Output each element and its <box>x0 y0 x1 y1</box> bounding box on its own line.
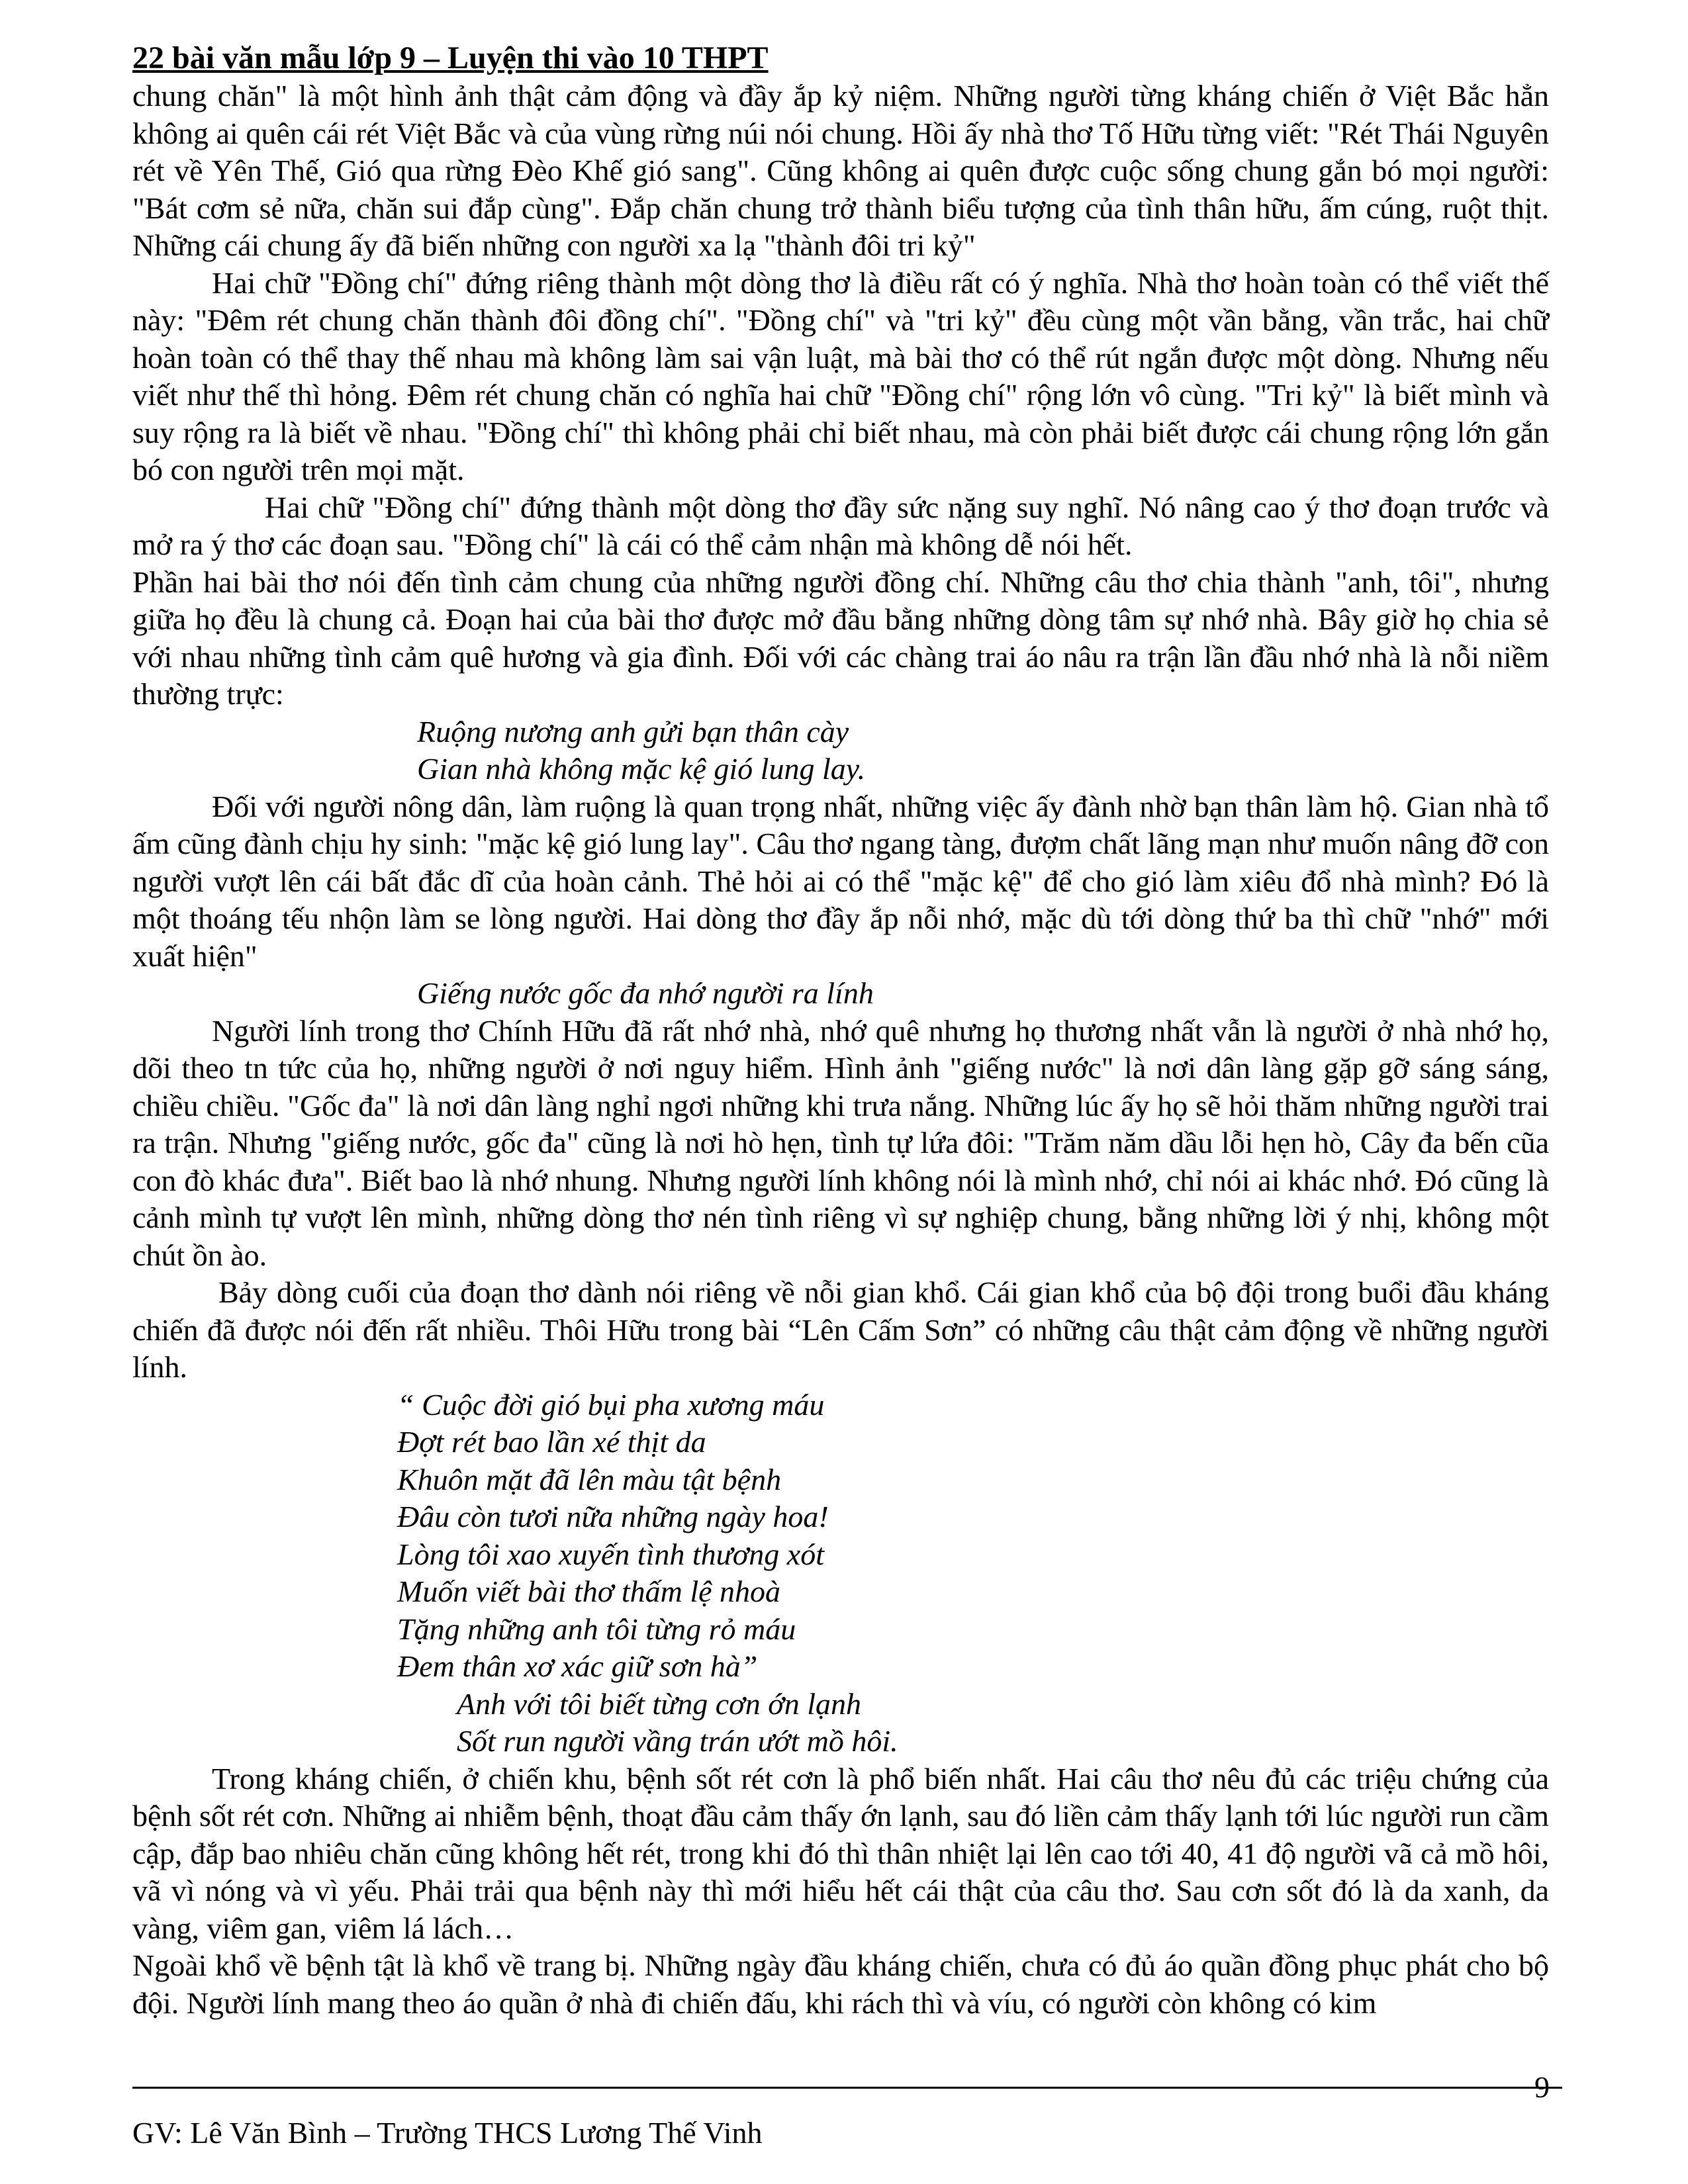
page-number: 9 <box>1534 2070 1550 2104</box>
verse-line: Đem thân xơ xác giữ sơn hà” <box>397 1649 758 1683</box>
verse-line: Đợt rét bao lần xé thịt da <box>397 1425 706 1459</box>
verse-line: Ruộng nương anh gửi bạn thân cày <box>417 714 849 749</box>
verse-line: Sốt run người vầng trán ướt mồ hôi. <box>457 1724 898 1758</box>
verse-line: Giếng nước gốc đa nhớ người ra lính <box>417 976 874 1010</box>
footer-divider <box>132 2087 1562 2089</box>
footer-author: GV: Lê Văn Bình – Trường THCS Lương Thế Vinh <box>132 2116 763 2150</box>
document-body <box>132 77 1549 2022</box>
paragraph-7: Bảy dòng cuối của đoạn thơ dành nói riêng về nỗi gian khổ. Cái gian khổ của bộ đội trong buổi đầu kháng chiến đã được nói đến rất nhiều. Thôi Hữu trong bài “Lên Cấm Sơn” có những câu thật cảm động về những người lính. <box>132 1275 1549 1384</box>
verse-line: Khuôn mặt đã lên màu tật bệnh <box>397 1462 782 1496</box>
verse-line: “ Cuộc đời gió bụi pha xương máu <box>397 1387 825 1422</box>
paragraph-1: chung chăn" là một hình ảnh thật cảm động và đầy ắp kỷ niệm. Những người từng kháng chiến ở Việt Bắc hẳn không ai quên cái rét Việt Bắc và của vùng rừng núi nói chung. Hồi ấy nhà thơ Tố Hữu từng viết: "Rét Thái Nguyên rét về Yên Thế, Gió qua rừng Đèo Khế gió sang". Cũng không ai quên được cuộc sống chung gắn bó mọi người: "Bát cơm sẻ nữa, chăn sui đắp cùng". Đắp chăn chung trở thành biểu tượng của tình thân hữu, ấm cúng, ruột thịt. Những cái chung ấy đã biến những con người xa lạ "thành đôi tri kỷ" <box>132 79 1549 262</box>
verse-line: Lòng tôi xao xuyến tình thương xót <box>397 1537 824 1571</box>
verse-line: Muốn viết bài thơ thấm lệ nhoà <box>397 1574 781 1608</box>
verse-line: Đâu còn tươi nữa những ngày hoa! <box>397 1500 829 1533</box>
paragraph-6: Người lính trong thơ Chính Hữu đã rất nhớ nhà, nhớ quê nhưng họ thương nhất vẫn là người ở nhà nhớ họ, dõi theo tn tức của họ, những người ở nơi nguy hiểm. Hình ảnh "giếng nước" là nơi dân làng gặp gỡ sáng sáng, chiều chiều. "Gốc đa" là nơi dân làng nghỉ ngơi những khi trưa nắng. Những lúc ấy họ sẽ hỏi thăm những người trai ra trận. Nhưng "giếng nước, gốc đa" cũng là nơi hò hẹn, tình tự lứa đôi: "Trăm năm dầu lỗi hẹn hò, Cây đa bến cũa con đò khác đưa". Biết bao là nhớ nhung. Nhưng người lính không nói là mình nhớ, chỉ nói ai khác nhớ. Đó cũng là cảnh mình tự vượt lên mình, những dòng thơ nén tình riêng vì sự nghiệp chung, bằng những lời ý nhị, không một chút ồn ào. <box>132 1013 1549 1272</box>
verse-line: Anh với tôi biết từng cơn ớn lạnh <box>457 1686 862 1721</box>
paragraph-3: Hai chữ "Đồng chí" đứng thành một dòng thơ đầy sức nặng suy nghĩ. Nó nâng cao ý thơ đoạn trước và mở ra ý thơ các đoạn sau. "Đồng chí" là cái có thể cảm nhận mà không dễ nói hết. <box>132 490 1549 561</box>
verse-line: Gian nhà không mặc kệ gió lung lay. <box>417 752 866 786</box>
paragraph-8: Trong kháng chiến, ở chiến khu, bệnh sốt rét cơn là phổ biến nhất. Hai câu thơ nêu đủ các triệu chứng của bệnh sốt rét cơn. Những ai nhiễm bệnh, thoạt đầu cảm thấy ớn lạnh, sau đó liền cảm thấy lạnh tới lúc người run cầm cập, đắp bao nhiêu chăn cũng không hết rét, trong khi đó thì thân nhiệt lại lên cao tới 40, 41 độ người vã cả mồ hôi, vã vì nóng và vì yếu. Phải trải qua bệnh này thì mới hiểu hết cái thật của câu thơ. Sau cơn sốt đó là da xanh, da vàng, viêm gan, viêm lá lách… <box>132 1761 1549 1945</box>
paragraph-4: Phần hai bài thơ nói đến tình cảm chung của những người đồng chí. Những câu thơ chia thành "anh, tôi", nhưng giữa họ đều là chung cả. Đoạn hai của bài thơ được mở đầu bằng những dòng tâm sự nhớ nhà. Bây giờ họ chia sẻ với nhau những tình cảm quê hương và gia đình. Đối với các chàng trai áo nâu ra trận lần đầu nhớ nhà là nỗi niềm thường trực: <box>132 565 1549 711</box>
page-header-title: 22 bài văn mẫu lớp 9 – Luyện thi vào 10 THPT <box>132 40 769 75</box>
paragraph-2: Hai chữ "Đồng chí" đứng riêng thành một dòng thơ là điều rất có ý nghĩa. Nhà thơ hoàn toàn có thể viết thế này: "Đêm rét chung chăn thành đôi đồng chí". "Đồng chí" và "tri kỷ" đều cùng một vần bằng, vần trắc, hai chữ hoàn toàn có thể thay thế nhau mà không làm sai vận luật, mà bài thơ có thể rút ngắn được một dòng. Nhưng nếu viết như thế thì hỏng. Đêm rét chung chăn có nghĩa hai chữ "Đồng chí" rộng lớn vô cùng. "Tri kỷ" là biết mình và suy rộng ra là biết về nhau. "Đồng chí" thì không phải chỉ biết nhau, mà còn phải biết được cái chung rộng lớn gắn bó con người trên mọi mặt. <box>132 265 1549 486</box>
verse-line: Tặng những anh tôi từng rỏ máu <box>397 1612 796 1646</box>
paragraph-5: Đối với người nông dân, làm ruộng là quan trọng nhất, những việc ấy đành nhờ bạn thân làm hộ. Gian nhà tổ ấm cũng đành chịu hy sinh: "mặc kệ gió lung lay". Câu thơ ngang tàng, đượm chất lãng mạn như muốn nâng đỡ con người vượt lên cái bất đắc dĩ của hoàn cảnh. Thẻ hỏi ai có thể "mặc kệ" để cho gió làm xiêu đổ nhà mình? Đó là một thoáng tếu nhộn làm se lòng người. Hai dòng thơ đầy ắp nỗi nhớ, mặc dù tới dòng thứ ba thì chữ "nhớ" mới xuất hiện" <box>132 789 1549 973</box>
paragraph-9: Ngoài khổ về bệnh tật là khổ về trang bị. Những ngày đầu kháng chiến, chưa có đủ áo quần đồng phục phát cho bộ đội. Người lính mang theo áo quần ở nhà đi chiến đấu, khi rách thì và víu, có người còn không có kim <box>132 1948 1549 2020</box>
